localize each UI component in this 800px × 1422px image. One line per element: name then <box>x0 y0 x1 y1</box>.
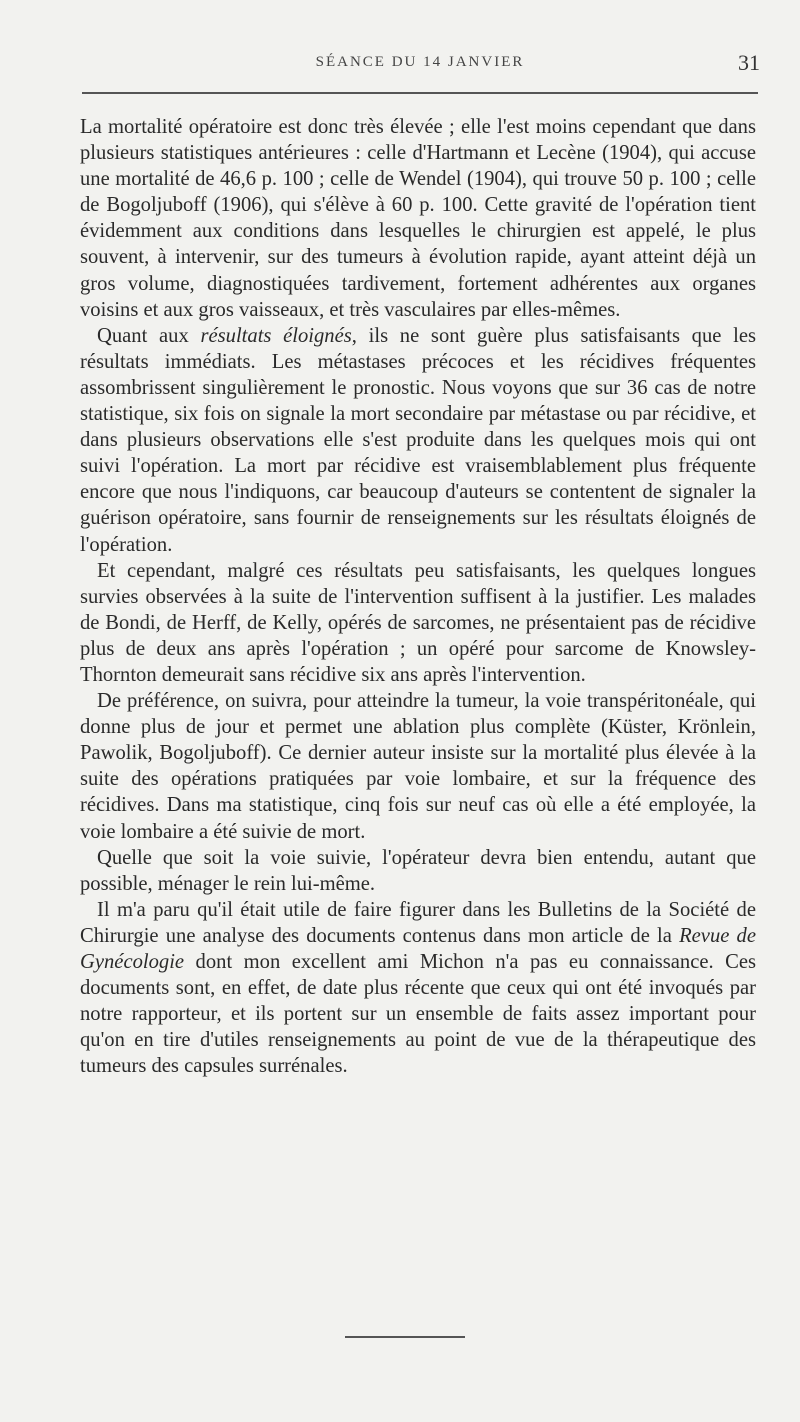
paragraph-3: Et cependant, malgré ces résultats peu satisfaisants, les quelques longues survies observées à la suite de l'intervention suffisent à la justifier. Les malades de Bondi, de Herff, de Kelly, opérés de sarcomes, ne présentaient pas de récidive plus de deux ans après l'opération ; un opéré pour sarcome de Knowsley-Thornton demeurait sans récidive six ans après l'intervention. <box>80 559 756 686</box>
paragraph-6-lead: Il m'a paru qu'il était utile de faire figurer dans les Bulletins de la Société de Chirurgie une analyse des documents contenus dans mon article de la <box>80 898 756 947</box>
paragraph-2-italic: résultats éloignés <box>200 324 352 347</box>
running-head <box>80 50 760 80</box>
paragraph-2 <box>80 323 756 558</box>
paragraph-5: Quelle que soit la voie suivie, l'opérateur devra bien entendu, autant que possible, ménager le rein lui-même. <box>80 846 756 895</box>
paragraph-6-italic: Revue de Gynécologie <box>80 924 756 973</box>
paragraph-4: De préférence, on suivra, pour atteindre la tumeur, la voie transpéritonéale, qui donne plus de jour et permet une ablation plus complète (Küster, Krönlein, Pawolik, Bogoljuboff). Ce dernier auteur insiste sur la mortalité plus élevée à la suite des opérations pratiquées par voie lombaire, et sur la fréquence des récidives. Dans ma statistique, cinq fois sur neuf cas où elle a été employée, la voie lombaire a été suivie de mort. <box>80 690 756 843</box>
body-text <box>80 114 756 1079</box>
running-title: SÉANCE DU 14 JANVIER <box>315 54 525 70</box>
paragraph-2-lead: Quant aux <box>97 324 201 347</box>
footer-rule <box>345 1336 465 1338</box>
paragraph-2-rest: , ils ne sont guère plus satisfaisants que les résultats immédiats. Les métastases précoces et les récidives fréquentes assombrissent singulièrement le pronostic. Nous voyons que sur 36 cas de notre statistique, six fois on signale la mort secondaire par métastase ou par récidive, et dans plusieurs observations elle s'est produite dans les quelques mois qui ont suivi l'opération. La mort par récidive est vraisemblablement plus fréquente encore que nous l'indiquons, car beaucoup d'auteurs se contentent de signaler la guérison opératoire, sans fournir de renseignements sur les résultats éloignés de l'opération. <box>80 324 756 556</box>
paragraph-6 <box>80 897 756 1080</box>
page-number: 31 <box>738 50 760 75</box>
paragraph-1: La mortalité opératoire est donc très élevée ; elle l'est moins cependant que dans plusieurs statistiques antérieures : celle d'Hartmann et Lecène (1904), qui accuse une mortalité de 46,6 p. 100 ; celle de Wendel (1904), qui trouve 50 p. 100 ; celle de Bogoljuboff (1906), qui s'élève à 60 p. 100. Cette gravité de l'opération tient évidemment aux conditions dans lesquelles le chirurgien est appelé, le plus souvent, à intervenir, sur des tumeurs à évolution rapide, ayant atteint déjà un gros volume, diagnostiquées tardivement, fortement adhérentes aux organes voisins et aux gros vaisseaux, et très vasculaires par elles-mêmes. <box>80 116 756 321</box>
paragraph-6-rest: dont mon excellent ami Michon n'a pas eu connaissance. Ces documents sont, en effet, de date plus récente que ceux qui ont été invoqués par notre rapporteur, et ils portent sur un ensemble de faits assez important pour qu'on en tire d'utiles renseignements au point de vue de la thérapeutique des tumeurs des capsules surrénales. <box>80 951 756 1078</box>
header-rule <box>82 92 758 94</box>
